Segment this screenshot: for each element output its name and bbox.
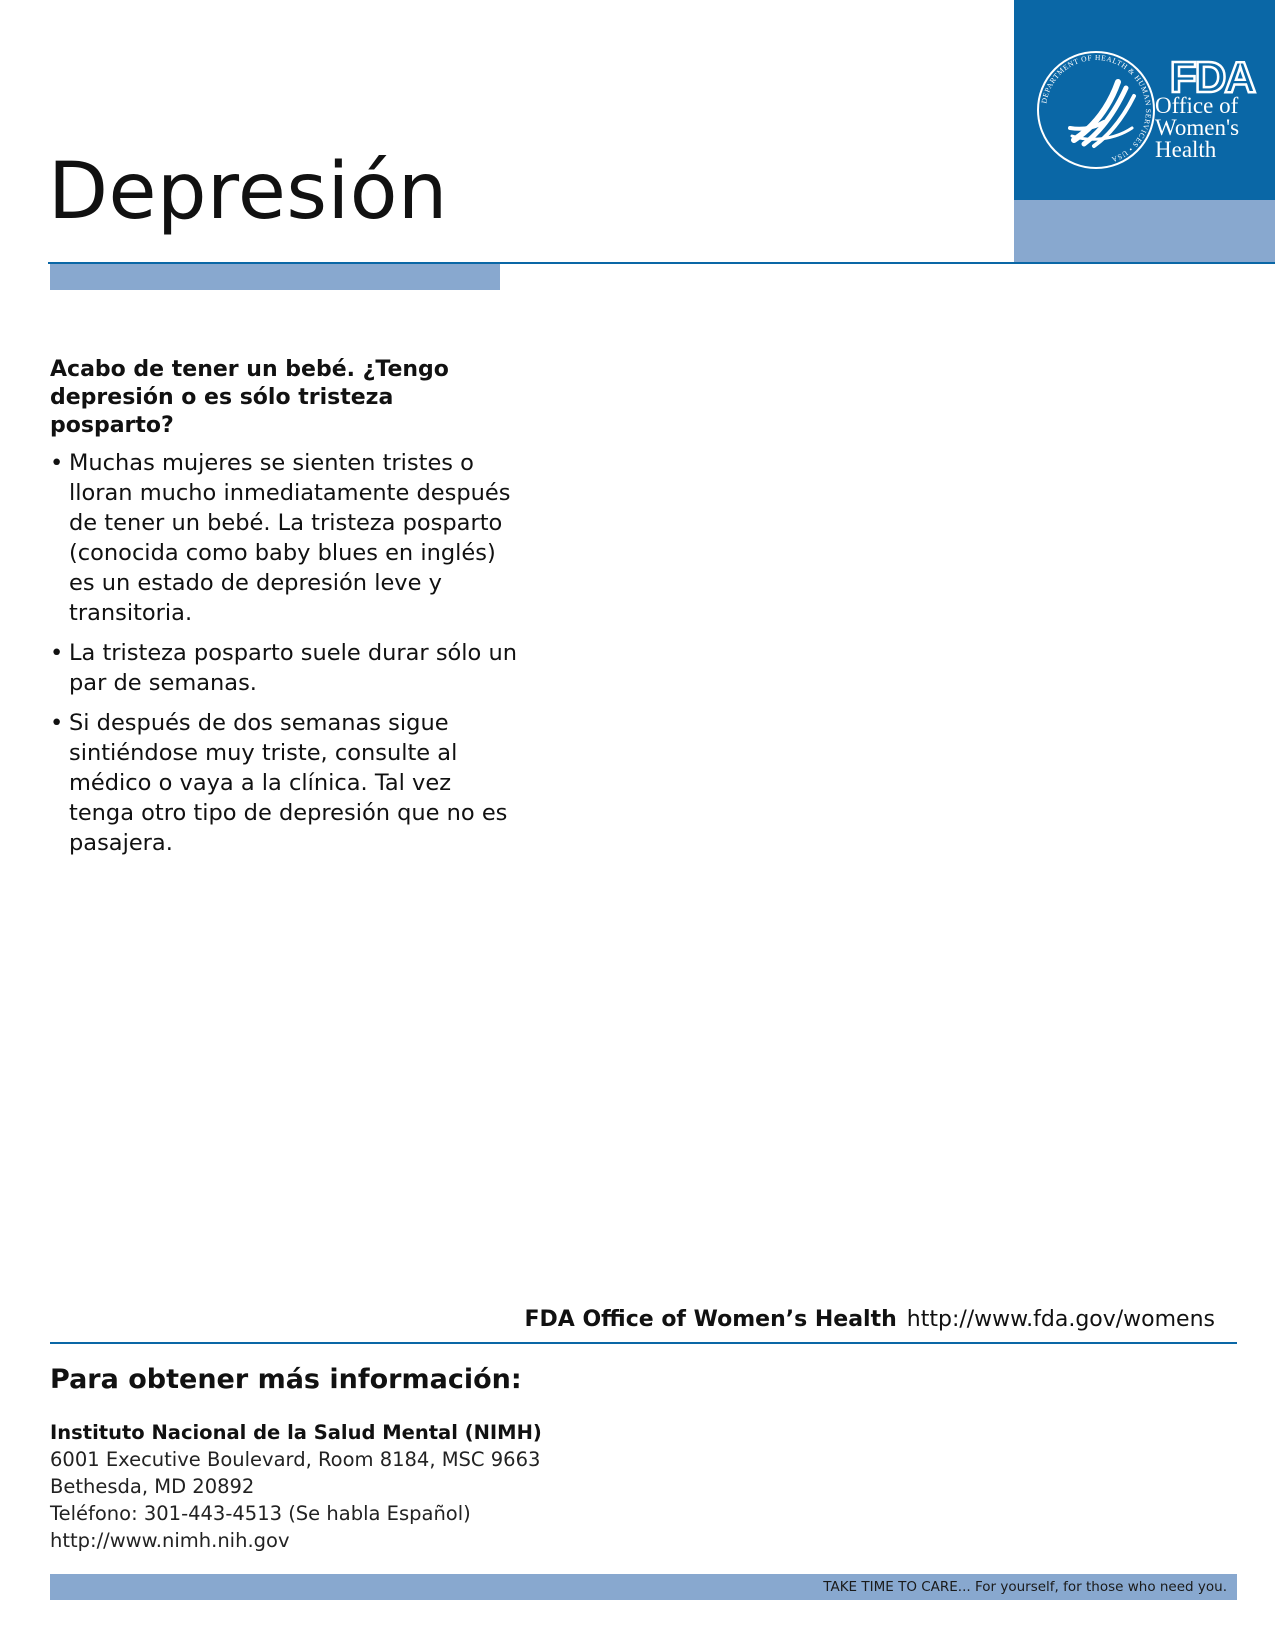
footer-url-link[interactable]: http://www.fda.gov/womens bbox=[906, 1307, 1215, 1332]
bullet-list bbox=[50, 448, 520, 868]
bullet-text: Muchas mujeres se sienten tristes o lloran mucho inmediatamente después de tener un bebé. La tristeza posparto (conocida como baby blues en inglés) es un estado de depresión leve y transitoria. bbox=[69, 450, 511, 626]
footer-credit bbox=[440, 1306, 1215, 1334]
list-item bbox=[50, 638, 520, 698]
footer-rule bbox=[50, 1342, 1237, 1344]
footer-org: FDA Office of Women’s Health bbox=[524, 1307, 897, 1332]
tagline: TAKE TIME TO CARE... For yourself, for those who need you. bbox=[823, 1579, 1227, 1595]
office-line-1: Office of bbox=[1155, 93, 1239, 118]
more-info-heading: Para obtener más información: bbox=[50, 1364, 522, 1395]
office-line-2: Women's bbox=[1155, 115, 1240, 140]
bullet-icon: • bbox=[50, 640, 64, 666]
contact-url-link[interactable]: http://www.nimh.nih.gov bbox=[50, 1529, 290, 1552]
title-accent-bar bbox=[50, 264, 500, 290]
svg-text:DEPARTMENT OF HEALTH & HUMAN S bbox=[1039, 53, 1153, 164]
contact-address-line-1: 6001 Executive Boulevard, Room 8184, MSC 9663 bbox=[50, 1448, 541, 1471]
bullet-text: Si después de dos semanas sigue sintiéndose muy triste, consulte al médico o vaya a la clínica. Tal vez tenga otro tipo de depresión que no es pasajera. bbox=[69, 710, 508, 856]
fda-logo-icon bbox=[1158, 52, 1268, 98]
list-item bbox=[50, 448, 520, 628]
bullet-icon: • bbox=[50, 450, 64, 476]
tagline-bar bbox=[50, 1574, 1237, 1600]
hhs-seal-icon bbox=[1034, 48, 1158, 172]
fda-logo-text: FDA bbox=[1169, 53, 1255, 98]
section-question: Acabo de tener un bebé. ¿Tengo depresión o es sólo tristeza posparto? bbox=[50, 357, 449, 438]
bullet-text: La tristeza posparto suele durar sólo un par de semanas. bbox=[69, 640, 518, 696]
contact-phone: Teléfono: 301-443-4513 (Se habla Español) bbox=[50, 1502, 471, 1525]
list-item bbox=[50, 708, 520, 858]
page-title: Depresión bbox=[48, 147, 448, 237]
contact-address-line-2: Bethesda, MD 20892 bbox=[50, 1475, 255, 1498]
contact-org: Instituto Nacional de la Salud Mental (NIMH) bbox=[50, 1421, 542, 1444]
office-line-3: Health bbox=[1155, 137, 1217, 162]
logo-accent-block bbox=[1014, 200, 1275, 263]
contact-block bbox=[50, 1419, 542, 1554]
bullet-icon: • bbox=[50, 710, 64, 736]
seal-text: DEPARTMENT OF HEALTH & HUMAN SERVICES • USA bbox=[1039, 52, 1154, 165]
